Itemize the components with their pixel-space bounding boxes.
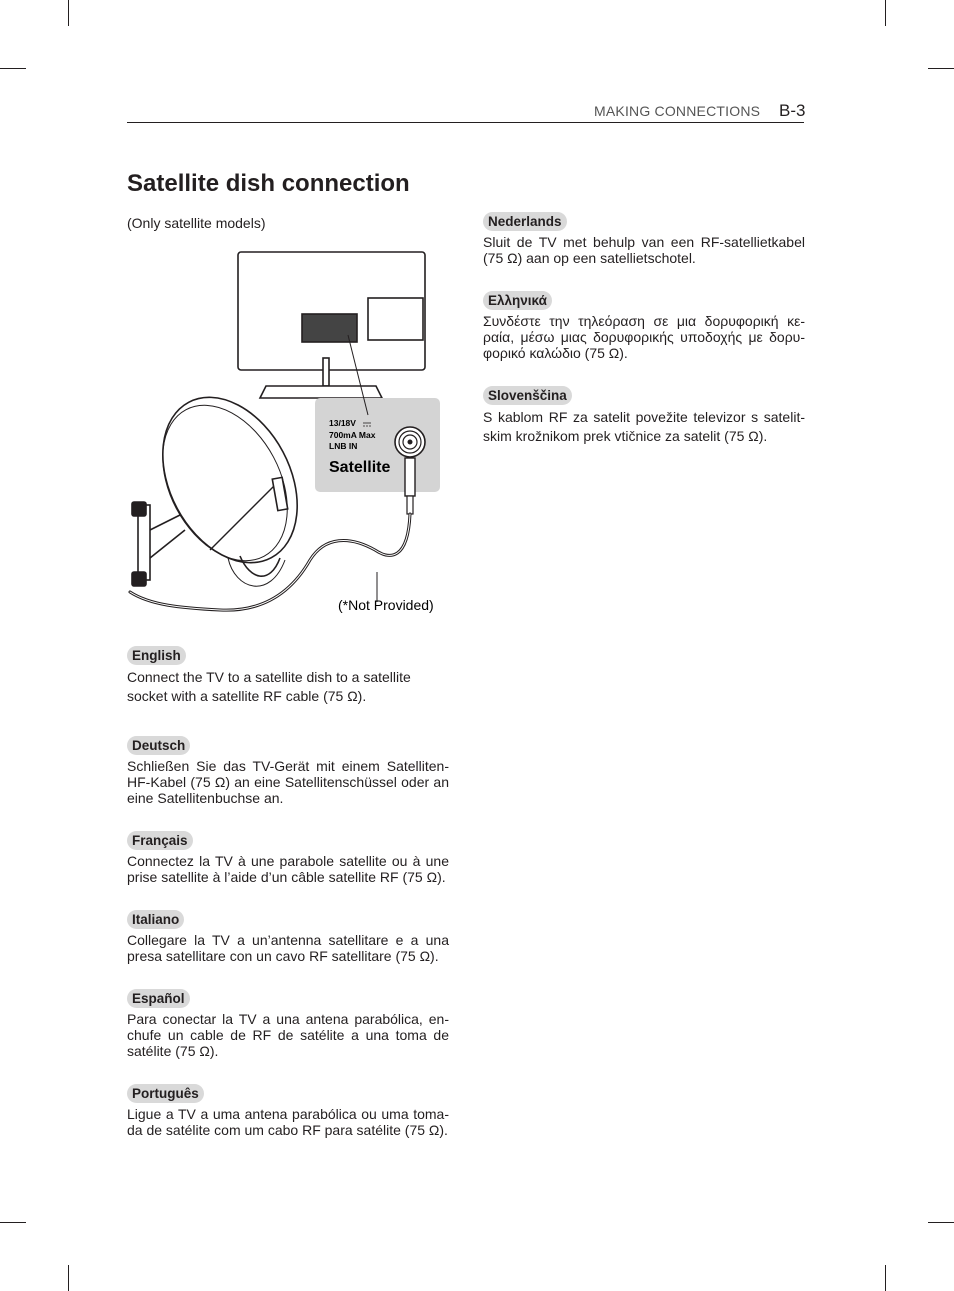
lang-text: Connect the TV to a satellite dish to a satellite socket with a satellite RF cable (75 Ω).: [127, 669, 411, 704]
lang-badge: Ελληνικά: [483, 291, 552, 310]
crop-mark: [0, 68, 26, 69]
lang-badge: English: [127, 646, 186, 665]
lang-text: Sluit de TV met behulp van een RF-satellietkabel (75 Ω) aan op een satellietschotel.: [483, 234, 805, 266]
cable-note: (*Not Provided): [338, 597, 434, 613]
lang-text: Συνδέστε την τηλεόραση σε μια δορυφορική κε-ραία, μέσω μιας δορυφορικής υποδοχής με δορυ-φορικό καλώδιο (75 Ω).: [483, 313, 805, 361]
page-number: B-3: [779, 101, 806, 120]
port-spec-input: LNB IN: [329, 441, 358, 451]
lang-badge: Deutsch: [127, 736, 190, 755]
page-title: Satellite dish connection: [127, 170, 410, 197]
lang-section-francais: [127, 831, 449, 885]
lang-text: S kablom RF za satelit povežite televizor s satelit-skim krožnikom prek vtičnice za satelit (75 Ω).: [483, 409, 805, 444]
lang-badge: Nederlands: [483, 212, 567, 231]
crop-mark: [928, 68, 954, 69]
lang-text: Ligue a TV a uma antena parabólica ou uma toma-da de satélite com um cabo RF para satélite (75 Ω).: [127, 1106, 449, 1138]
lang-text: Connectez la TV à une parabole satellite ou à une prise satellite à l’aide d’un câble satellite RF (75 Ω).: [127, 853, 449, 885]
section-name: MAKING CONNECTIONS: [594, 103, 761, 119]
lang-text: Para conectar la TV a una antena parabólica, en-chufe un cable de RF de satélite a una toma de satélite (75 Ω).: [127, 1011, 449, 1059]
lang-badge: Español: [127, 989, 190, 1008]
lang-section-ellinika: [483, 291, 805, 361]
satellite-dish-icon: [132, 374, 324, 586]
crop-mark: [68, 0, 69, 26]
lang-section-slovenscina: [483, 386, 805, 446]
lang-badge: Português: [127, 1084, 204, 1103]
header-rule: [127, 122, 804, 123]
crop-mark: [68, 1265, 69, 1291]
crop-mark: [885, 0, 886, 26]
models-note: (Only satellite models): [127, 215, 266, 231]
tv-icon: [238, 252, 425, 398]
lang-section-english: [127, 646, 449, 706]
crop-mark: [928, 1222, 954, 1223]
lang-text: Schließen Sie das TV-Gerät mit einem Satelliten-HF-Kabel (75 Ω) an eine Satellitenschüssel oder an eine Satellitenbuchse an.: [127, 758, 449, 806]
satellite-port-label: Satellite: [329, 459, 391, 476]
lang-section-espanol: [127, 989, 449, 1059]
lang-badge: Français: [127, 831, 193, 850]
lang-section-italiano: [127, 910, 449, 964]
port-spec-voltage: 13/18V: [329, 418, 356, 428]
crop-mark: [0, 1222, 26, 1223]
lang-section-deutsch: [127, 736, 449, 806]
lang-badge: Slovenščina: [483, 386, 572, 405]
lang-section-nederlands: [483, 212, 805, 266]
connection-illustration: [120, 240, 450, 620]
lang-badge: Italiano: [127, 910, 184, 929]
crop-mark: [885, 1265, 886, 1291]
port-spec-current: 700mA Max: [329, 430, 376, 440]
lang-text: Collegare la TV a un’antenna satellitare e a una presa satellitare con un cavo RF satellitare (75 Ω).: [127, 932, 449, 964]
lang-section-portugues: [127, 1084, 449, 1138]
